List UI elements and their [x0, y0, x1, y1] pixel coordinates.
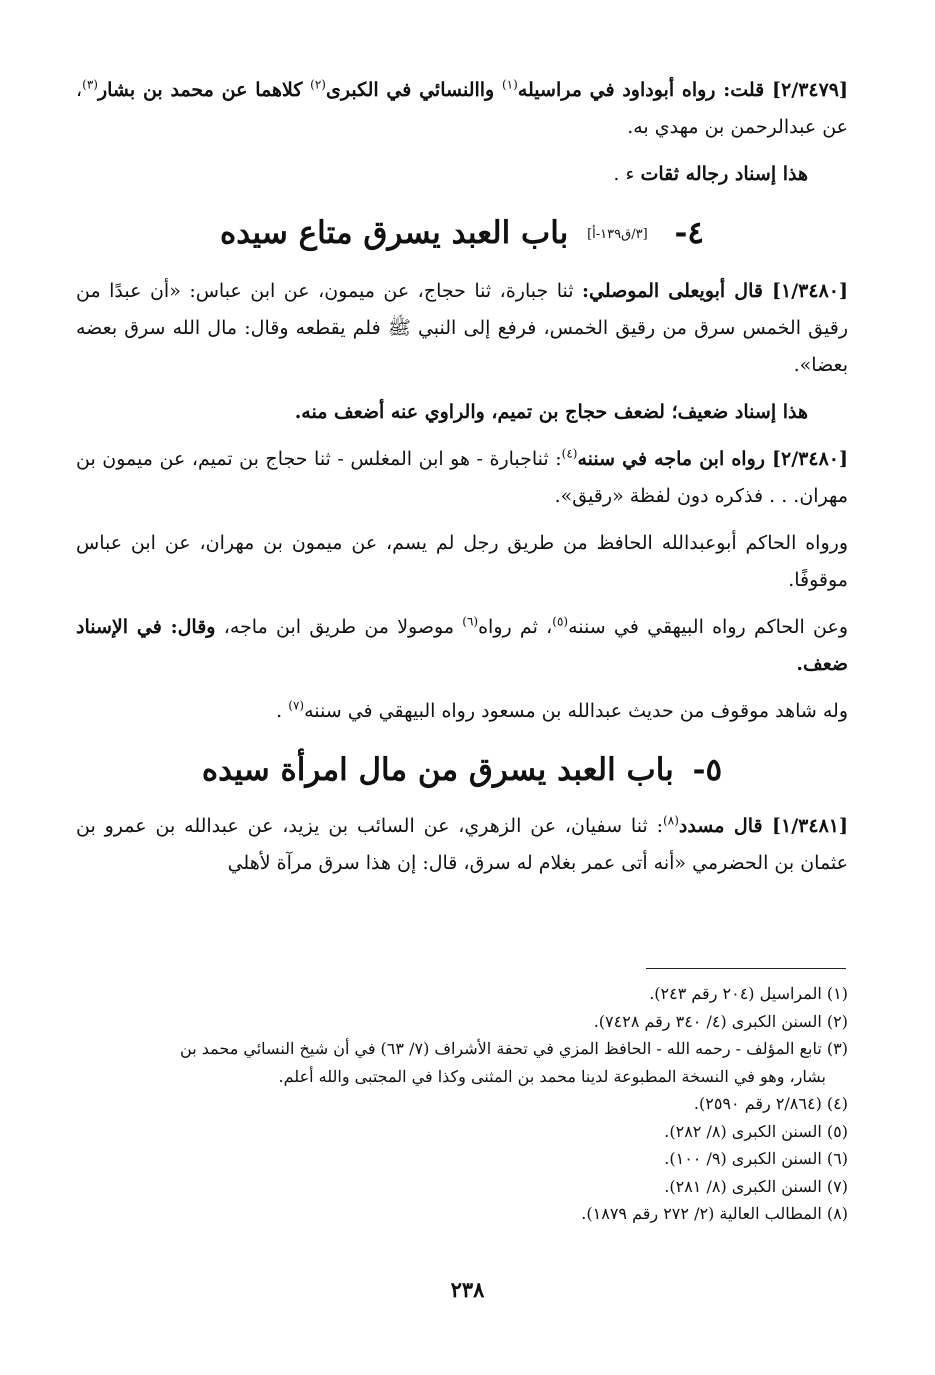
chapter-title: باب العبد يسرق متاع سيده	[220, 215, 569, 251]
paragraph-text: : ثناجبارة - هو ابن المغلس - ثنا حجاج بن تميم، عن ميمون بن مهران. . . فذكره دون لفظة «رقيق».	[76, 447, 848, 507]
footnotes	[76, 980, 848, 1228]
chapter-number: ٤-	[674, 215, 704, 251]
narrator-lead: رواه ابن ماجه في سننه	[577, 447, 773, 470]
hadith-number: [٢/٣٤٨٠]	[772, 447, 848, 470]
chapter-heading-5	[76, 748, 848, 792]
paragraph-3479-2	[76, 72, 848, 146]
footnote-8: (٨) المطالب العالية (٢/ ٢٧٢ رقم ١٨٧٩).	[581, 1204, 848, 1223]
isnad-grade	[76, 156, 848, 193]
page-number: ٢٣٨	[450, 1277, 485, 1302]
footnote-3-continued: بشار، وهو في النسخة المطبوعة لدينا محمد بن المثنى وكذا في المجتبى والله أعلم.	[278, 1066, 826, 1086]
paragraph-text: واالنسائي في الكبرى	[325, 79, 502, 101]
manuscript-ref: [٣/ق١٣٩-أ]	[587, 226, 648, 242]
footnote-ref[interactable]: (١)	[501, 77, 518, 92]
footnote-7: (٧) السنن الكبرى (٨/ ٢٨١).	[664, 1176, 848, 1196]
grade-text: هذا إسناد رجاله ثقات	[640, 163, 808, 185]
paragraph-text: قلت: رواه أبوداود في مراسيله	[517, 79, 773, 101]
paragraph-3481-1	[76, 808, 848, 882]
paragraph-text: ، عن عبدالرحمن بن مهدي به.	[76, 79, 848, 138]
footnote-1: (١) المراسيل (٢٠٤ رقم ٢٤٣).	[649, 984, 848, 1003]
footnote-divider	[646, 968, 846, 969]
main-text	[76, 72, 848, 892]
grade-end: ء .	[613, 163, 641, 185]
grade-text: وقال: في الإسناد ضعف.	[76, 615, 848, 675]
hadith-number: [١/٣٤٨٠]	[772, 279, 848, 302]
footnote-4: (٤) (٢/٨٦٤ رقم ٢٥٩٠).	[693, 1094, 848, 1113]
paragraph-shahid	[76, 693, 848, 730]
paragraph-end: .	[276, 699, 289, 722]
footnote-3: (٣) تابع المؤلف - رحمه الله - الحافظ المزي في تحفة الأشراف (٧/ ٦٣) في أن شيخ النسائي محمد بن	[180, 1039, 848, 1058]
paragraph-hakim: ورواه الحاكم أبوعبدالله الحافظ من طريق رجل لم يسم، عن ميمون بن مهران، عن ابن عباس موقوفًا.	[76, 531, 848, 591]
paragraph-text: : ثنا سفيان، عن الزهري، عن السائب بن يزيد، عن عبدالله بن عمرو بن عثمان بن الحضرمي «أنه أتى عمر بغلام له سرق، قال: إن هذا سرق مرآة لأهلي	[76, 814, 848, 874]
paragraph-3480-2	[76, 441, 848, 515]
hadith-number: [٢/٣٤٧٩]	[772, 79, 849, 101]
footnote-ref[interactable]: (٧)	[288, 698, 305, 713]
paragraph-bayhaqi	[76, 609, 848, 683]
footnote-6: (٦) السنن الكبرى (٩/ ١٠٠).	[664, 1149, 848, 1168]
chapter-heading-4	[76, 211, 848, 257]
hadith-number: [١/٣٤٨١]	[772, 814, 848, 837]
chapter-number: ٥-	[692, 751, 723, 788]
footnote-ref[interactable]: (٤)	[561, 446, 578, 461]
footnote-ref[interactable]: (٢)	[310, 77, 326, 92]
paragraph-3480-1	[76, 273, 848, 384]
narrator-lead: قال أبويعلى الموصلي:	[582, 279, 773, 302]
footnote-ref[interactable]: (٥)	[552, 614, 569, 629]
footnote-ref[interactable]: (٦)	[462, 614, 479, 629]
paragraph-text: ، ثم رواه	[478, 615, 553, 638]
paragraph-text: موصولا من طريق ابن ماجه،	[215, 615, 463, 638]
narrator-lead: قال مسدد	[678, 814, 773, 837]
paragraph-text: ثنا جبارة، ثنا حجاج، عن ميمون، عن ابن عباس: «أن عبدًا من رقيق الخمس سرق من رقيق الخمس، فرفع إلى النبي ﷺ فلم يقطعه وقال: مال الله سرق بعضه بعضا».	[76, 279, 848, 376]
paragraph-text: وعن الحاكم رواه البيهقي في سننه	[568, 615, 848, 638]
paragraph-text: وله شاهد موقوف من حديث عبدالله بن مسعود رواه البيهقي في سننه	[304, 699, 848, 722]
isnad-grade: هذا إسناد ضعيف؛ لضعف حجاج بن تميم، والراوي عنه أضعف منه.	[294, 400, 808, 423]
footnote-5: (٥) السنن الكبرى (٨/ ٢٨٢).	[664, 1121, 848, 1141]
footnote-2: (٢) السنن الكبرى (٤/ ٣٤٠ رقم ٧٤٢٨).	[593, 1011, 848, 1031]
footnote-ref[interactable]: (٣)	[82, 77, 98, 92]
paragraph-text: كلاهما عن محمد بن بشار	[97, 79, 311, 101]
chapter-title: باب العبد يسرق من مال امرأة سيده	[201, 751, 674, 788]
footnote-ref[interactable]: (٨)	[663, 813, 679, 828]
